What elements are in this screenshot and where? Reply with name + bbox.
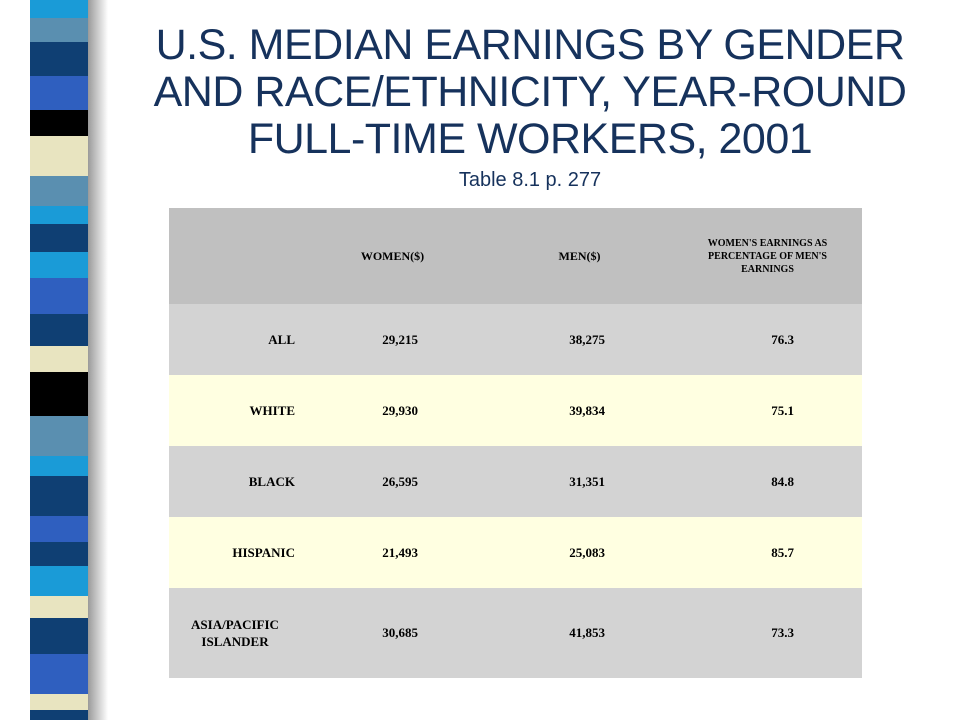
header-group	[169, 208, 299, 304]
slide-title-block	[130, 22, 930, 191]
row-label: BLACK	[169, 446, 299, 517]
women-earnings: 29,930	[299, 375, 486, 446]
header-men: MEN($)	[486, 208, 673, 304]
table-row	[169, 375, 862, 446]
stripe-segment	[30, 76, 88, 110]
earnings-table	[169, 208, 862, 678]
stripe-segment	[30, 416, 88, 456]
earnings-percentage: 85.7	[673, 517, 862, 588]
stripe-segment	[30, 516, 88, 542]
earnings-percentage: 73.3	[673, 588, 862, 678]
stripe-segment	[30, 694, 88, 710]
stripe-segment	[30, 18, 88, 42]
men-earnings: 31,351	[486, 446, 673, 517]
stripe-segment	[30, 476, 88, 516]
stripe-segment	[30, 654, 88, 694]
table-row	[169, 446, 862, 517]
stripe-segment	[30, 618, 88, 654]
stripe-segment	[30, 136, 88, 176]
stripe-segment	[30, 314, 88, 346]
table-header-row	[169, 208, 862, 304]
women-earnings: 30,685	[299, 588, 486, 678]
stripe-segment	[30, 596, 88, 618]
stripe-segment	[30, 278, 88, 314]
slide-title: U.S. MEDIAN EARNINGS BY GENDER AND RACE/ETHNICITY, YEAR-ROUND FULL-TIME WORKERS, 2001	[153, 21, 907, 163]
row-label: WHITE	[169, 375, 299, 446]
stripe-segment	[30, 372, 88, 416]
stripe-segment	[30, 346, 88, 372]
stripe-segment	[30, 224, 88, 252]
row-label: ALL	[169, 304, 299, 375]
men-earnings: 25,083	[486, 517, 673, 588]
men-earnings: 39,834	[486, 375, 673, 446]
header-women: WOMEN($)	[299, 208, 486, 304]
stripe-segment	[30, 710, 88, 720]
header-percentage: WOMEN'S EARNINGS AS PERCENTAGE OF MEN'S EARNINGS	[673, 208, 862, 304]
stripe-segment	[30, 42, 88, 76]
table-row	[169, 304, 862, 375]
stripe-segment	[30, 456, 88, 476]
women-earnings: 29,215	[299, 304, 486, 375]
table-row	[169, 588, 862, 678]
table-row	[169, 517, 862, 588]
stripe-segment	[30, 176, 88, 206]
men-earnings: 41,853	[486, 588, 673, 678]
stripe-shadow	[88, 0, 108, 720]
stripe-segment	[30, 0, 88, 18]
stripe-segment	[30, 110, 88, 136]
decorative-stripe	[30, 0, 88, 720]
earnings-percentage: 75.1	[673, 375, 862, 446]
women-earnings: 21,493	[299, 517, 486, 588]
row-label: ASIA/PACIFIC ISLANDER	[169, 588, 299, 678]
stripe-segment	[30, 206, 88, 224]
earnings-percentage: 76.3	[673, 304, 862, 375]
stripe-segment	[30, 252, 88, 278]
earnings-percentage: 84.8	[673, 446, 862, 517]
women-earnings: 26,595	[299, 446, 486, 517]
stripe-segment	[30, 542, 88, 566]
row-label: HISPANIC	[169, 517, 299, 588]
men-earnings: 38,275	[486, 304, 673, 375]
stripe-segment	[30, 566, 88, 596]
table-source-note: Table 8.1 p. 277	[458, 169, 602, 191]
